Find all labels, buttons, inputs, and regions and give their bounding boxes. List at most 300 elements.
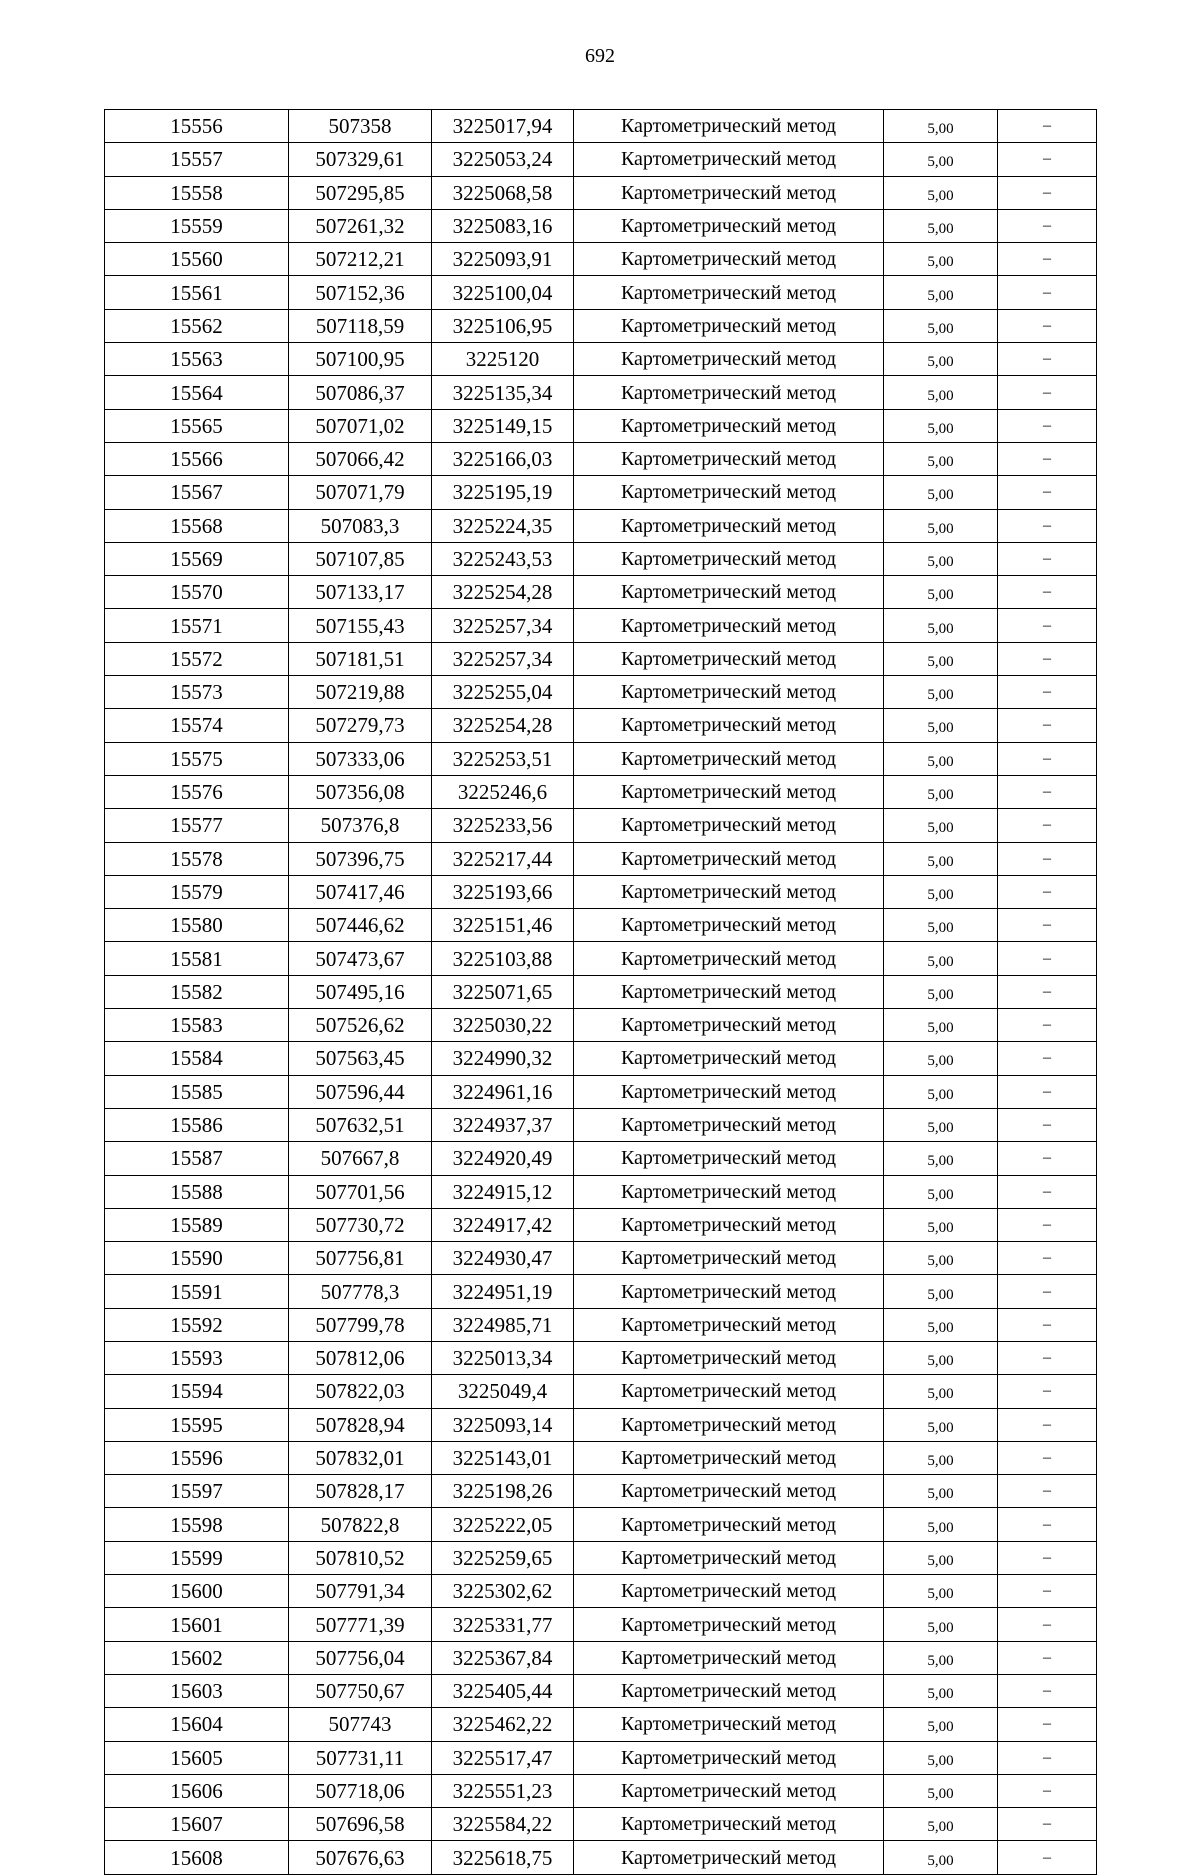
x-coordinate-cell: 507832,01 (289, 1441, 432, 1474)
note-cell: – (998, 809, 1097, 842)
y-coordinate-cell: 3225246,6 (432, 775, 574, 808)
x-coordinate-cell: 507743 (289, 1708, 432, 1741)
x-coordinate-cell: 507822,8 (289, 1508, 432, 1541)
table-row (105, 909, 1097, 942)
error-cell: 5,00 (884, 1375, 998, 1408)
error-cell: 5,00 (884, 1741, 998, 1774)
point-number-cell: 15565 (105, 409, 289, 442)
error-cell: 5,00 (884, 609, 998, 642)
method-cell: Картометрический метод (574, 243, 884, 276)
method-cell: Картометрический метод (574, 1475, 884, 1508)
x-coordinate-cell: 507828,17 (289, 1475, 432, 1508)
note-cell: – (998, 110, 1097, 143)
method-cell: Картометрический метод (574, 1841, 884, 1874)
note-cell: – (998, 243, 1097, 276)
point-number-cell: 15583 (105, 1009, 289, 1042)
table-row (105, 1741, 1097, 1774)
y-coordinate-cell: 3225135,34 (432, 376, 574, 409)
error-cell: 5,00 (884, 542, 998, 575)
table-row (105, 1075, 1097, 1108)
x-coordinate-cell: 507279,73 (289, 709, 432, 742)
point-number-cell: 15576 (105, 775, 289, 808)
method-cell: Картометрический метод (574, 1608, 884, 1641)
point-number-cell: 15571 (105, 609, 289, 642)
table-row (105, 243, 1097, 276)
note-cell: – (998, 676, 1097, 709)
table-row (105, 1341, 1097, 1374)
note-cell: – (998, 209, 1097, 242)
error-cell: 5,00 (884, 1441, 998, 1474)
x-coordinate-cell: 507212,21 (289, 243, 432, 276)
y-coordinate-cell: 3225093,91 (432, 243, 574, 276)
method-cell: Картометрический метод (574, 409, 884, 442)
x-coordinate-cell: 507828,94 (289, 1408, 432, 1441)
x-coordinate-cell: 507676,63 (289, 1841, 432, 1874)
error-cell: 5,00 (884, 1341, 998, 1374)
method-cell: Картометрический метод (574, 1242, 884, 1275)
point-number-cell: 15560 (105, 243, 289, 276)
error-cell: 5,00 (884, 442, 998, 475)
y-coordinate-cell: 3225257,34 (432, 642, 574, 675)
point-number-cell: 15564 (105, 376, 289, 409)
method-cell: Картометрический метод (574, 642, 884, 675)
note-cell: – (998, 875, 1097, 908)
y-coordinate-cell: 3225253,51 (432, 742, 574, 775)
x-coordinate-cell: 507701,56 (289, 1175, 432, 1208)
x-coordinate-cell: 507632,51 (289, 1108, 432, 1141)
x-coordinate-cell: 507295,85 (289, 176, 432, 209)
method-cell: Картометрический метод (574, 809, 884, 842)
error-cell: 5,00 (884, 642, 998, 675)
method-cell: Картометрический метод (574, 1575, 884, 1608)
method-cell: Картометрический метод (574, 576, 884, 609)
note-cell: – (998, 909, 1097, 942)
error-cell: 5,00 (884, 1575, 998, 1608)
note-cell: – (998, 1441, 1097, 1474)
y-coordinate-cell: 3225100,04 (432, 276, 574, 309)
error-cell: 5,00 (884, 775, 998, 808)
table-row (105, 476, 1097, 509)
table-row (105, 343, 1097, 376)
point-number-cell: 15569 (105, 542, 289, 575)
note-cell: – (998, 1608, 1097, 1641)
note-cell: – (998, 1641, 1097, 1674)
point-number-cell: 15593 (105, 1341, 289, 1374)
table-row (105, 842, 1097, 875)
point-number-cell: 15561 (105, 276, 289, 309)
error-cell: 5,00 (884, 1408, 998, 1441)
table-row (105, 875, 1097, 908)
x-coordinate-cell: 507356,08 (289, 775, 432, 808)
point-number-cell: 15585 (105, 1075, 289, 1108)
table-row (105, 1708, 1097, 1741)
error-cell: 5,00 (884, 1108, 998, 1141)
note-cell: – (998, 1308, 1097, 1341)
table-row (105, 309, 1097, 342)
note-cell: – (998, 343, 1097, 376)
error-cell: 5,00 (884, 1541, 998, 1574)
error-cell: 5,00 (884, 1308, 998, 1341)
method-cell: Картометрический метод (574, 1541, 884, 1574)
note-cell: – (998, 1142, 1097, 1175)
point-number-cell: 15558 (105, 176, 289, 209)
table-row (105, 1375, 1097, 1408)
method-cell: Картометрический метод (574, 1808, 884, 1841)
x-coordinate-cell: 507107,85 (289, 542, 432, 575)
error-cell: 5,00 (884, 1142, 998, 1175)
table-row (105, 1275, 1097, 1308)
note-cell: – (998, 842, 1097, 875)
error-cell: 5,00 (884, 376, 998, 409)
x-coordinate-cell: 507066,42 (289, 442, 432, 475)
method-cell: Картометрический метод (574, 1009, 884, 1042)
note-cell: – (998, 1575, 1097, 1608)
note-cell: – (998, 1009, 1097, 1042)
error-cell: 5,00 (884, 842, 998, 875)
x-coordinate-cell: 507219,88 (289, 676, 432, 709)
y-coordinate-cell: 3224915,12 (432, 1175, 574, 1208)
point-number-cell: 15604 (105, 1708, 289, 1741)
x-coordinate-cell: 507756,04 (289, 1641, 432, 1674)
y-coordinate-cell: 3225224,35 (432, 509, 574, 542)
note-cell: – (998, 1508, 1097, 1541)
table-row (105, 1674, 1097, 1707)
y-coordinate-cell: 3224951,19 (432, 1275, 574, 1308)
y-coordinate-cell: 3225222,05 (432, 1508, 574, 1541)
point-number-cell: 15595 (105, 1408, 289, 1441)
y-coordinate-cell: 3225049,4 (432, 1375, 574, 1408)
y-coordinate-cell: 3225195,19 (432, 476, 574, 509)
point-number-cell: 15590 (105, 1242, 289, 1275)
point-number-cell: 15607 (105, 1808, 289, 1841)
error-cell: 5,00 (884, 1808, 998, 1841)
point-number-cell: 15582 (105, 975, 289, 1008)
x-coordinate-cell: 507495,16 (289, 975, 432, 1008)
method-cell: Картометрический метод (574, 875, 884, 908)
method-cell: Картометрический метод (574, 1441, 884, 1474)
table-row (105, 1774, 1097, 1807)
note-cell: – (998, 1275, 1097, 1308)
method-cell: Картометрический метод (574, 1308, 884, 1341)
point-number-cell: 15573 (105, 676, 289, 709)
error-cell: 5,00 (884, 409, 998, 442)
note-cell: – (998, 1674, 1097, 1707)
table-row (105, 809, 1097, 842)
point-number-cell: 15592 (105, 1308, 289, 1341)
note-cell: – (998, 276, 1097, 309)
error-cell: 5,00 (884, 809, 998, 842)
x-coordinate-cell: 507118,59 (289, 309, 432, 342)
x-coordinate-cell: 507071,79 (289, 476, 432, 509)
x-coordinate-cell: 507696,58 (289, 1808, 432, 1841)
note-cell: – (998, 442, 1097, 475)
error-cell: 5,00 (884, 110, 998, 143)
error-cell: 5,00 (884, 209, 998, 242)
table-row (105, 775, 1097, 808)
x-coordinate-cell: 507333,06 (289, 742, 432, 775)
point-number-cell: 15574 (105, 709, 289, 742)
x-coordinate-cell: 507100,95 (289, 343, 432, 376)
point-number-cell: 15597 (105, 1475, 289, 1508)
error-cell: 5,00 (884, 1841, 998, 1874)
table-row (105, 376, 1097, 409)
point-number-cell: 15594 (105, 1375, 289, 1408)
method-cell: Картометрический метод (574, 676, 884, 709)
table-body (105, 110, 1097, 1875)
y-coordinate-cell: 3225030,22 (432, 1009, 574, 1042)
table-row (105, 1108, 1097, 1141)
method-cell: Картометрический метод (574, 1774, 884, 1807)
point-number-cell: 15579 (105, 875, 289, 908)
error-cell: 5,00 (884, 1674, 998, 1707)
error-cell: 5,00 (884, 576, 998, 609)
note-cell: – (998, 975, 1097, 1008)
note-cell: – (998, 1375, 1097, 1408)
table-row (105, 709, 1097, 742)
y-coordinate-cell: 3225166,03 (432, 442, 574, 475)
point-number-cell: 15566 (105, 442, 289, 475)
y-coordinate-cell: 3225143,01 (432, 1441, 574, 1474)
note-cell: – (998, 309, 1097, 342)
error-cell: 5,00 (884, 343, 998, 376)
point-number-cell: 15588 (105, 1175, 289, 1208)
error-cell: 5,00 (884, 1608, 998, 1641)
y-coordinate-cell: 3225120 (432, 343, 574, 376)
error-cell: 5,00 (884, 1009, 998, 1042)
x-coordinate-cell: 507667,8 (289, 1142, 432, 1175)
method-cell: Картометрический метод (574, 509, 884, 542)
point-number-cell: 15587 (105, 1142, 289, 1175)
note-cell: – (998, 476, 1097, 509)
error-cell: 5,00 (884, 143, 998, 176)
error-cell: 5,00 (884, 875, 998, 908)
note-cell: – (998, 609, 1097, 642)
note-cell: – (998, 1075, 1097, 1108)
point-number-cell: 15570 (105, 576, 289, 609)
table-row (105, 1242, 1097, 1275)
x-coordinate-cell: 507376,8 (289, 809, 432, 842)
x-coordinate-cell: 507771,39 (289, 1608, 432, 1641)
y-coordinate-cell: 3225551,23 (432, 1774, 574, 1807)
y-coordinate-cell: 3225257,34 (432, 609, 574, 642)
note-cell: – (998, 1741, 1097, 1774)
method-cell: Картометрический метод (574, 542, 884, 575)
point-number-cell: 15589 (105, 1208, 289, 1241)
error-cell: 5,00 (884, 243, 998, 276)
y-coordinate-cell: 3224917,42 (432, 1208, 574, 1241)
method-cell: Картометрический метод (574, 709, 884, 742)
table-row (105, 1009, 1097, 1042)
table-row (105, 143, 1097, 176)
error-cell: 5,00 (884, 1175, 998, 1208)
method-cell: Картометрический метод (574, 942, 884, 975)
y-coordinate-cell: 3225584,22 (432, 1808, 574, 1841)
error-cell: 5,00 (884, 1042, 998, 1075)
x-coordinate-cell: 507822,03 (289, 1375, 432, 1408)
point-number-cell: 15557 (105, 143, 289, 176)
error-cell: 5,00 (884, 276, 998, 309)
note-cell: – (998, 1841, 1097, 1874)
x-coordinate-cell: 507596,44 (289, 1075, 432, 1108)
table-row (105, 975, 1097, 1008)
table-row (105, 1608, 1097, 1641)
table-row (105, 1808, 1097, 1841)
point-number-cell: 15572 (105, 642, 289, 675)
note-cell: – (998, 376, 1097, 409)
error-cell: 5,00 (884, 942, 998, 975)
y-coordinate-cell: 3225106,95 (432, 309, 574, 342)
note-cell: – (998, 1175, 1097, 1208)
error-cell: 5,00 (884, 176, 998, 209)
note-cell: – (998, 542, 1097, 575)
table-row (105, 442, 1097, 475)
method-cell: Картометрический метод (574, 1375, 884, 1408)
method-cell: Картометрический метод (574, 1175, 884, 1208)
error-cell: 5,00 (884, 476, 998, 509)
point-number-cell: 15608 (105, 1841, 289, 1874)
note-cell: – (998, 775, 1097, 808)
table-row (105, 209, 1097, 242)
point-number-cell: 15575 (105, 742, 289, 775)
point-number-cell: 15568 (105, 509, 289, 542)
error-cell: 5,00 (884, 309, 998, 342)
y-coordinate-cell: 3224985,71 (432, 1308, 574, 1341)
method-cell: Картометрический метод (574, 842, 884, 875)
point-number-cell: 15599 (105, 1541, 289, 1574)
x-coordinate-cell: 507133,17 (289, 576, 432, 609)
x-coordinate-cell: 507526,62 (289, 1009, 432, 1042)
point-number-cell: 15559 (105, 209, 289, 242)
method-cell: Картометрический метод (574, 1674, 884, 1707)
note-cell: – (998, 1708, 1097, 1741)
note-cell: – (998, 1475, 1097, 1508)
table-row (105, 1508, 1097, 1541)
point-number-cell: 15600 (105, 1575, 289, 1608)
table-row (105, 1208, 1097, 1241)
table-row (105, 1641, 1097, 1674)
method-cell: Картометрический метод (574, 442, 884, 475)
y-coordinate-cell: 3224937,37 (432, 1108, 574, 1141)
error-cell: 5,00 (884, 742, 998, 775)
y-coordinate-cell: 3225331,77 (432, 1608, 574, 1641)
note-cell: – (998, 1541, 1097, 1574)
point-number-cell: 15567 (105, 476, 289, 509)
error-cell: 5,00 (884, 509, 998, 542)
y-coordinate-cell: 3225217,44 (432, 842, 574, 875)
note-cell: – (998, 143, 1097, 176)
note-cell: – (998, 1208, 1097, 1241)
error-cell: 5,00 (884, 1208, 998, 1241)
error-cell: 5,00 (884, 1508, 998, 1541)
y-coordinate-cell: 3225151,46 (432, 909, 574, 942)
point-number-cell: 15580 (105, 909, 289, 942)
point-number-cell: 15601 (105, 1608, 289, 1641)
table-row (105, 1841, 1097, 1874)
error-cell: 5,00 (884, 1275, 998, 1308)
method-cell: Картометрический метод (574, 376, 884, 409)
table-row (105, 542, 1097, 575)
method-cell: Картометрический метод (574, 1508, 884, 1541)
method-cell: Картометрический метод (574, 1741, 884, 1774)
x-coordinate-cell: 507396,75 (289, 842, 432, 875)
note-cell: – (998, 942, 1097, 975)
point-number-cell: 15581 (105, 942, 289, 975)
y-coordinate-cell: 3225254,28 (432, 709, 574, 742)
y-coordinate-cell: 3224990,32 (432, 1042, 574, 1075)
table-row (105, 176, 1097, 209)
y-coordinate-cell: 3225517,47 (432, 1741, 574, 1774)
method-cell: Картометрический метод (574, 609, 884, 642)
point-number-cell: 15598 (105, 1508, 289, 1541)
x-coordinate-cell: 507778,3 (289, 1275, 432, 1308)
note-cell: – (998, 1108, 1097, 1141)
method-cell: Картометрический метод (574, 909, 884, 942)
note-cell: – (998, 1774, 1097, 1807)
error-cell: 5,00 (884, 709, 998, 742)
method-cell: Картометрический метод (574, 742, 884, 775)
x-coordinate-cell: 507810,52 (289, 1541, 432, 1574)
method-cell: Картометрический метод (574, 975, 884, 1008)
coordinates-table (104, 109, 1097, 1875)
method-cell: Картометрический метод (574, 143, 884, 176)
x-coordinate-cell: 507756,81 (289, 1242, 432, 1275)
note-cell: – (998, 642, 1097, 675)
point-number-cell: 15584 (105, 1042, 289, 1075)
table-row (105, 1142, 1097, 1175)
y-coordinate-cell: 3225405,44 (432, 1674, 574, 1707)
table-row (105, 276, 1097, 309)
x-coordinate-cell: 507071,02 (289, 409, 432, 442)
table-row (105, 1042, 1097, 1075)
table-row (105, 1408, 1097, 1441)
method-cell: Картометрический метод (574, 1142, 884, 1175)
note-cell: – (998, 709, 1097, 742)
x-coordinate-cell: 507730,72 (289, 1208, 432, 1241)
y-coordinate-cell: 3225193,66 (432, 875, 574, 908)
x-coordinate-cell: 507812,06 (289, 1341, 432, 1374)
x-coordinate-cell: 507329,61 (289, 143, 432, 176)
error-cell: 5,00 (884, 676, 998, 709)
y-coordinate-cell: 3225083,16 (432, 209, 574, 242)
note-cell: – (998, 509, 1097, 542)
table-row (105, 576, 1097, 609)
table-row (105, 1541, 1097, 1574)
method-cell: Картометрический метод (574, 1341, 884, 1374)
y-coordinate-cell: 3225618,75 (432, 1841, 574, 1874)
y-coordinate-cell: 3225302,62 (432, 1575, 574, 1608)
method-cell: Картометрический метод (574, 1708, 884, 1741)
x-coordinate-cell: 507563,45 (289, 1042, 432, 1075)
y-coordinate-cell: 3225093,14 (432, 1408, 574, 1441)
x-coordinate-cell: 507417,46 (289, 875, 432, 908)
table-row (105, 676, 1097, 709)
table-row (105, 1475, 1097, 1508)
point-number-cell: 15602 (105, 1641, 289, 1674)
x-coordinate-cell: 507152,36 (289, 276, 432, 309)
y-coordinate-cell: 3225462,22 (432, 1708, 574, 1741)
point-number-cell: 15605 (105, 1741, 289, 1774)
error-cell: 5,00 (884, 909, 998, 942)
note-cell: – (998, 176, 1097, 209)
error-cell: 5,00 (884, 1075, 998, 1108)
method-cell: Картометрический метод (574, 343, 884, 376)
x-coordinate-cell: 507718,06 (289, 1774, 432, 1807)
y-coordinate-cell: 3225255,04 (432, 676, 574, 709)
method-cell: Картометрический метод (574, 1208, 884, 1241)
y-coordinate-cell: 3224920,49 (432, 1142, 574, 1175)
table-row (105, 1575, 1097, 1608)
table-row (105, 942, 1097, 975)
